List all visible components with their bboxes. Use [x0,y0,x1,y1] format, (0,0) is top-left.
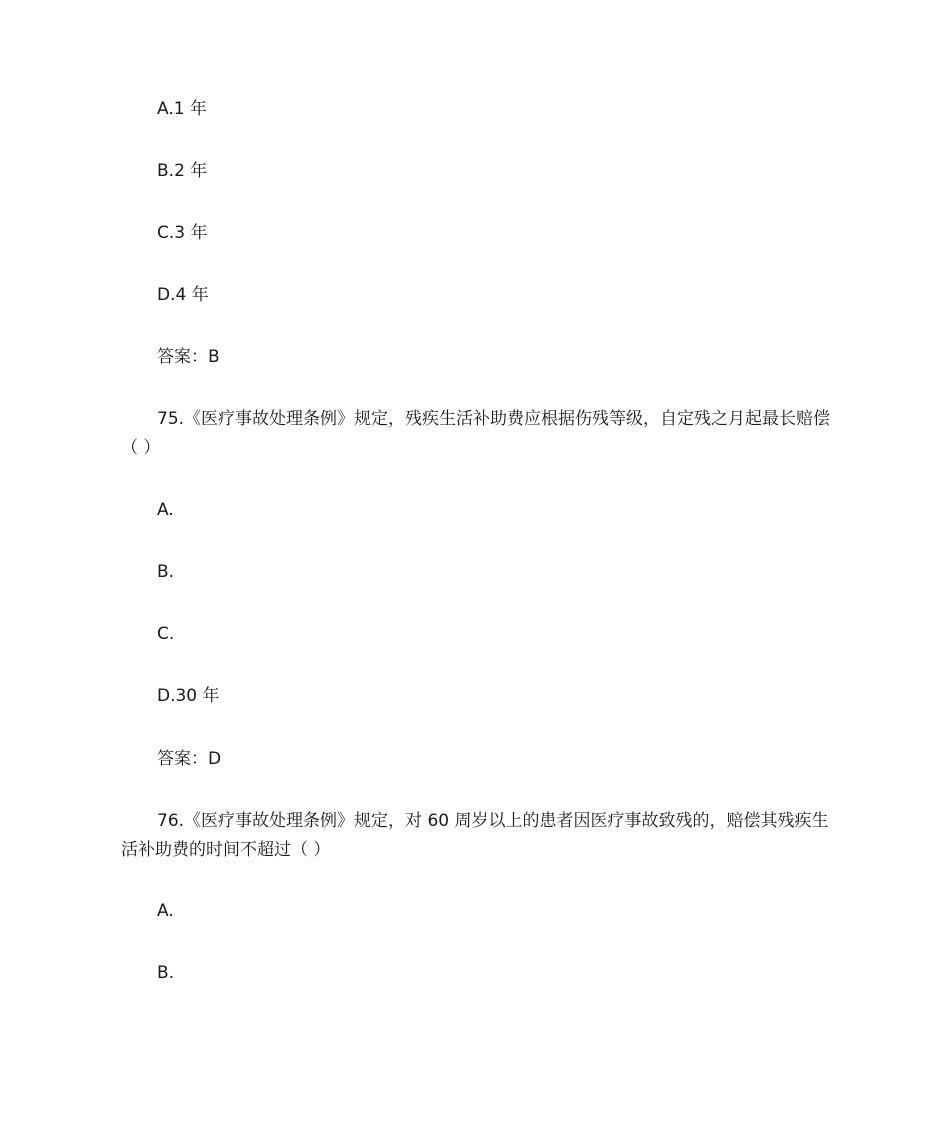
option-line: B. [157,562,175,582]
option-line: C.3 年 [157,223,208,243]
option-line: B.2 年 [157,161,208,181]
option-line: D.4 年 [157,285,209,305]
answer-line: 答案：B [157,347,220,367]
option-line: C. [157,624,175,644]
option-line: B. [157,963,175,983]
option-line: D.30 年 [157,686,220,706]
option-line: A. [157,901,174,921]
answer-line: 答案：D [157,749,222,769]
question-75: 75.《医疗事故处理条例》规定，残疾生活补助费应根据伤残等级，自定残之月起最长赔偿（ ） [121,409,831,458]
option-line: A. [157,500,174,520]
question-76: 76.《医疗事故处理条例》规定，对 60 周岁以上的患者因医疗事故致残的，赔偿其残疾生活补助费的时间不超过（ ） [121,811,829,860]
option-line: A.1 年 [157,99,207,119]
